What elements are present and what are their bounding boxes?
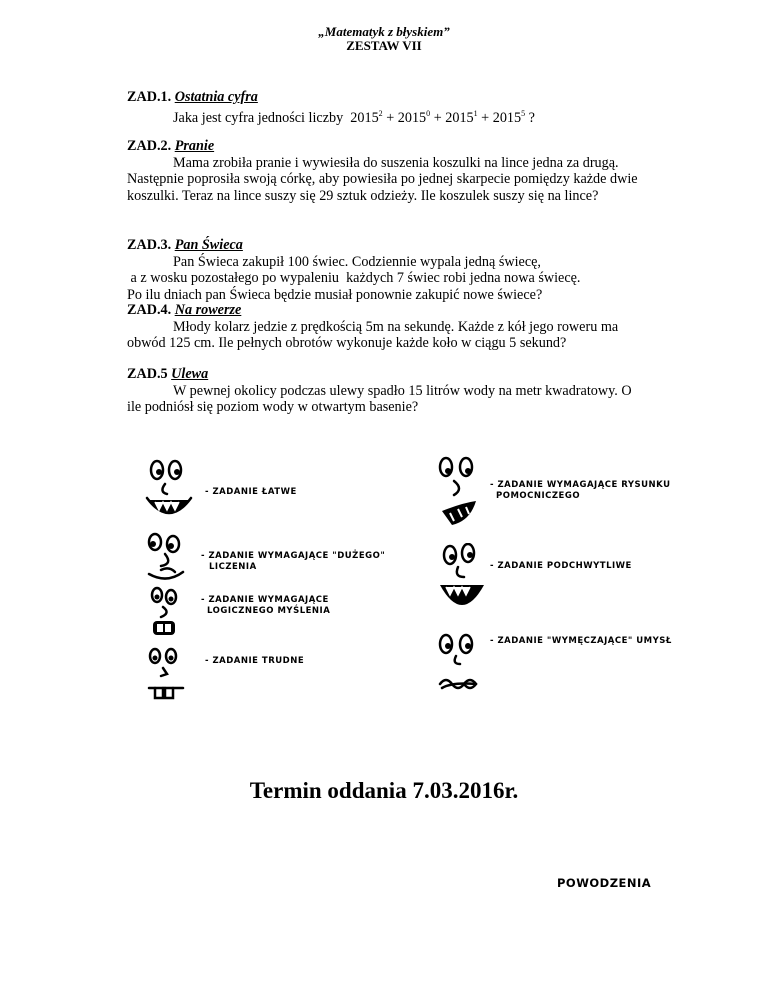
task-2-text: Mama zrobiła pranie i wywiesiła do suszenia koszulki na lince jedna za drugą. Następnie poprosiła swoją córkę, aby powiesiła po jednej skarpecie pomiędzy każde dwie koszulki. Teraz na lince suszy się 29 sztuk odzieży. Ile koszulek suszy się na lince?	[127, 154, 638, 204]
worksheet-subtitle: ZESTAW VII	[346, 38, 422, 53]
task-1-heading	[127, 89, 647, 106]
task-4-name: Na rowerze	[174, 302, 242, 318]
task-3-line-3: Po ilu dniach pan Świeca będzie musiał ponownie zakupić nowe świece?	[127, 286, 543, 303]
task-2-heading	[127, 138, 647, 155]
legend-counting-line-1: - ZADANIE WYMAGAJĄCE "DUŻEGO"	[201, 551, 386, 561]
closing-message: POWODZENIA	[557, 876, 652, 890]
legend-exhausting: - ZADANIE "WYMĘCZAJĄCE" UMYSŁ	[490, 636, 672, 646]
exhausting-face-icon	[432, 632, 492, 700]
task-3-line-2: a z wosku pozostałego po wypaleniu każdych 7 świec robi jedna nowa świecę.	[127, 270, 581, 286]
exponent: 1	[473, 108, 478, 118]
task-2	[127, 138, 647, 204]
legend-logic	[201, 595, 330, 617]
math-suffix: ?	[528, 109, 535, 126]
task-3-line-1: Pan Świeca zakupił 100 świec. Codziennie wypala jedną świecę,	[173, 253, 541, 270]
task-5-name: Ulewa	[171, 366, 209, 382]
task-1	[127, 89, 647, 126]
task-2-number: ZAD.2.	[127, 138, 172, 154]
math-operator: +	[481, 109, 490, 126]
legend-counting-line-2: LICZENIA	[209, 562, 257, 572]
worksheet-title: „Matematyk z błyskiem”	[318, 24, 450, 39]
legend-drawing	[490, 480, 671, 502]
task-4-heading	[127, 302, 647, 319]
legend-hard: - ZADANIE TRUDNE	[205, 656, 305, 666]
math-operator: +	[433, 109, 442, 126]
legend-logic-line-1: - ZADANIE WYMAGAJĄCE	[201, 595, 329, 605]
task-1-name: Ostatnia cyfra	[174, 89, 258, 105]
legend-tricky: - ZADANIE PODCHWYTLIWE	[490, 561, 632, 571]
math-base: 2015	[350, 109, 379, 126]
exponent: 2	[378, 108, 383, 118]
legend-drawing-line-1: - ZADANIE WYMAGAJĄCE RYSUNKU	[490, 480, 671, 490]
tricky-face-icon	[432, 543, 492, 619]
task-3-heading	[127, 237, 647, 254]
exponent: 5	[521, 108, 526, 118]
logic-face-icon	[141, 585, 201, 641]
task-5	[127, 366, 647, 416]
task-4	[127, 302, 647, 352]
task-4-number: ZAD.4.	[127, 302, 172, 318]
math-base: 2015	[445, 109, 474, 126]
task-4-text: Młody kolarz jedzie z prędkością 5m na sekundę. Każde z kół jego roweru ma obwód 125 cm. Ile pełnych obrotów wykonuje każde koło w ciągu 5 sekund?	[127, 318, 619, 351]
task-5-text: W pewnej okolicy podczas ulewy spadło 15 litrów wody na metr kwadratowy. O ile podniósł się poziom wody w otwartym basenie?	[127, 382, 632, 415]
legend-easy: - ZADANIE ŁATWE	[205, 487, 297, 497]
counting-face-icon	[141, 530, 201, 588]
task-3-number: ZAD.3.	[127, 237, 172, 253]
legend-drawing-line-2: POMOCNICZEGO	[496, 491, 581, 501]
hard-face-icon	[141, 646, 201, 706]
task-5-heading	[127, 366, 647, 383]
math-operator: +	[386, 109, 395, 126]
task-1-text: Jaka jest cyfra jedności liczby	[173, 109, 344, 126]
task-1-question	[127, 106, 647, 127]
math-base: 2015	[492, 109, 522, 126]
drawing-face-icon	[432, 455, 492, 535]
easy-face-icon	[141, 458, 201, 528]
legend-counting	[201, 551, 385, 573]
task-1-number: ZAD.1.	[127, 89, 172, 105]
task-2-name: Pranie	[174, 138, 215, 154]
task-5-number: ZAD.5	[127, 366, 168, 382]
legend-logic-line-2: LOGICZNEGO MYŚLENIA	[207, 606, 331, 616]
math-base: 2015	[397, 109, 427, 126]
exponent: 0	[426, 108, 431, 118]
task-3-name: Pan Świeca	[174, 237, 243, 253]
deadline: Termin oddania 7.03.2016r.	[249, 778, 519, 803]
task-3	[127, 237, 647, 303]
